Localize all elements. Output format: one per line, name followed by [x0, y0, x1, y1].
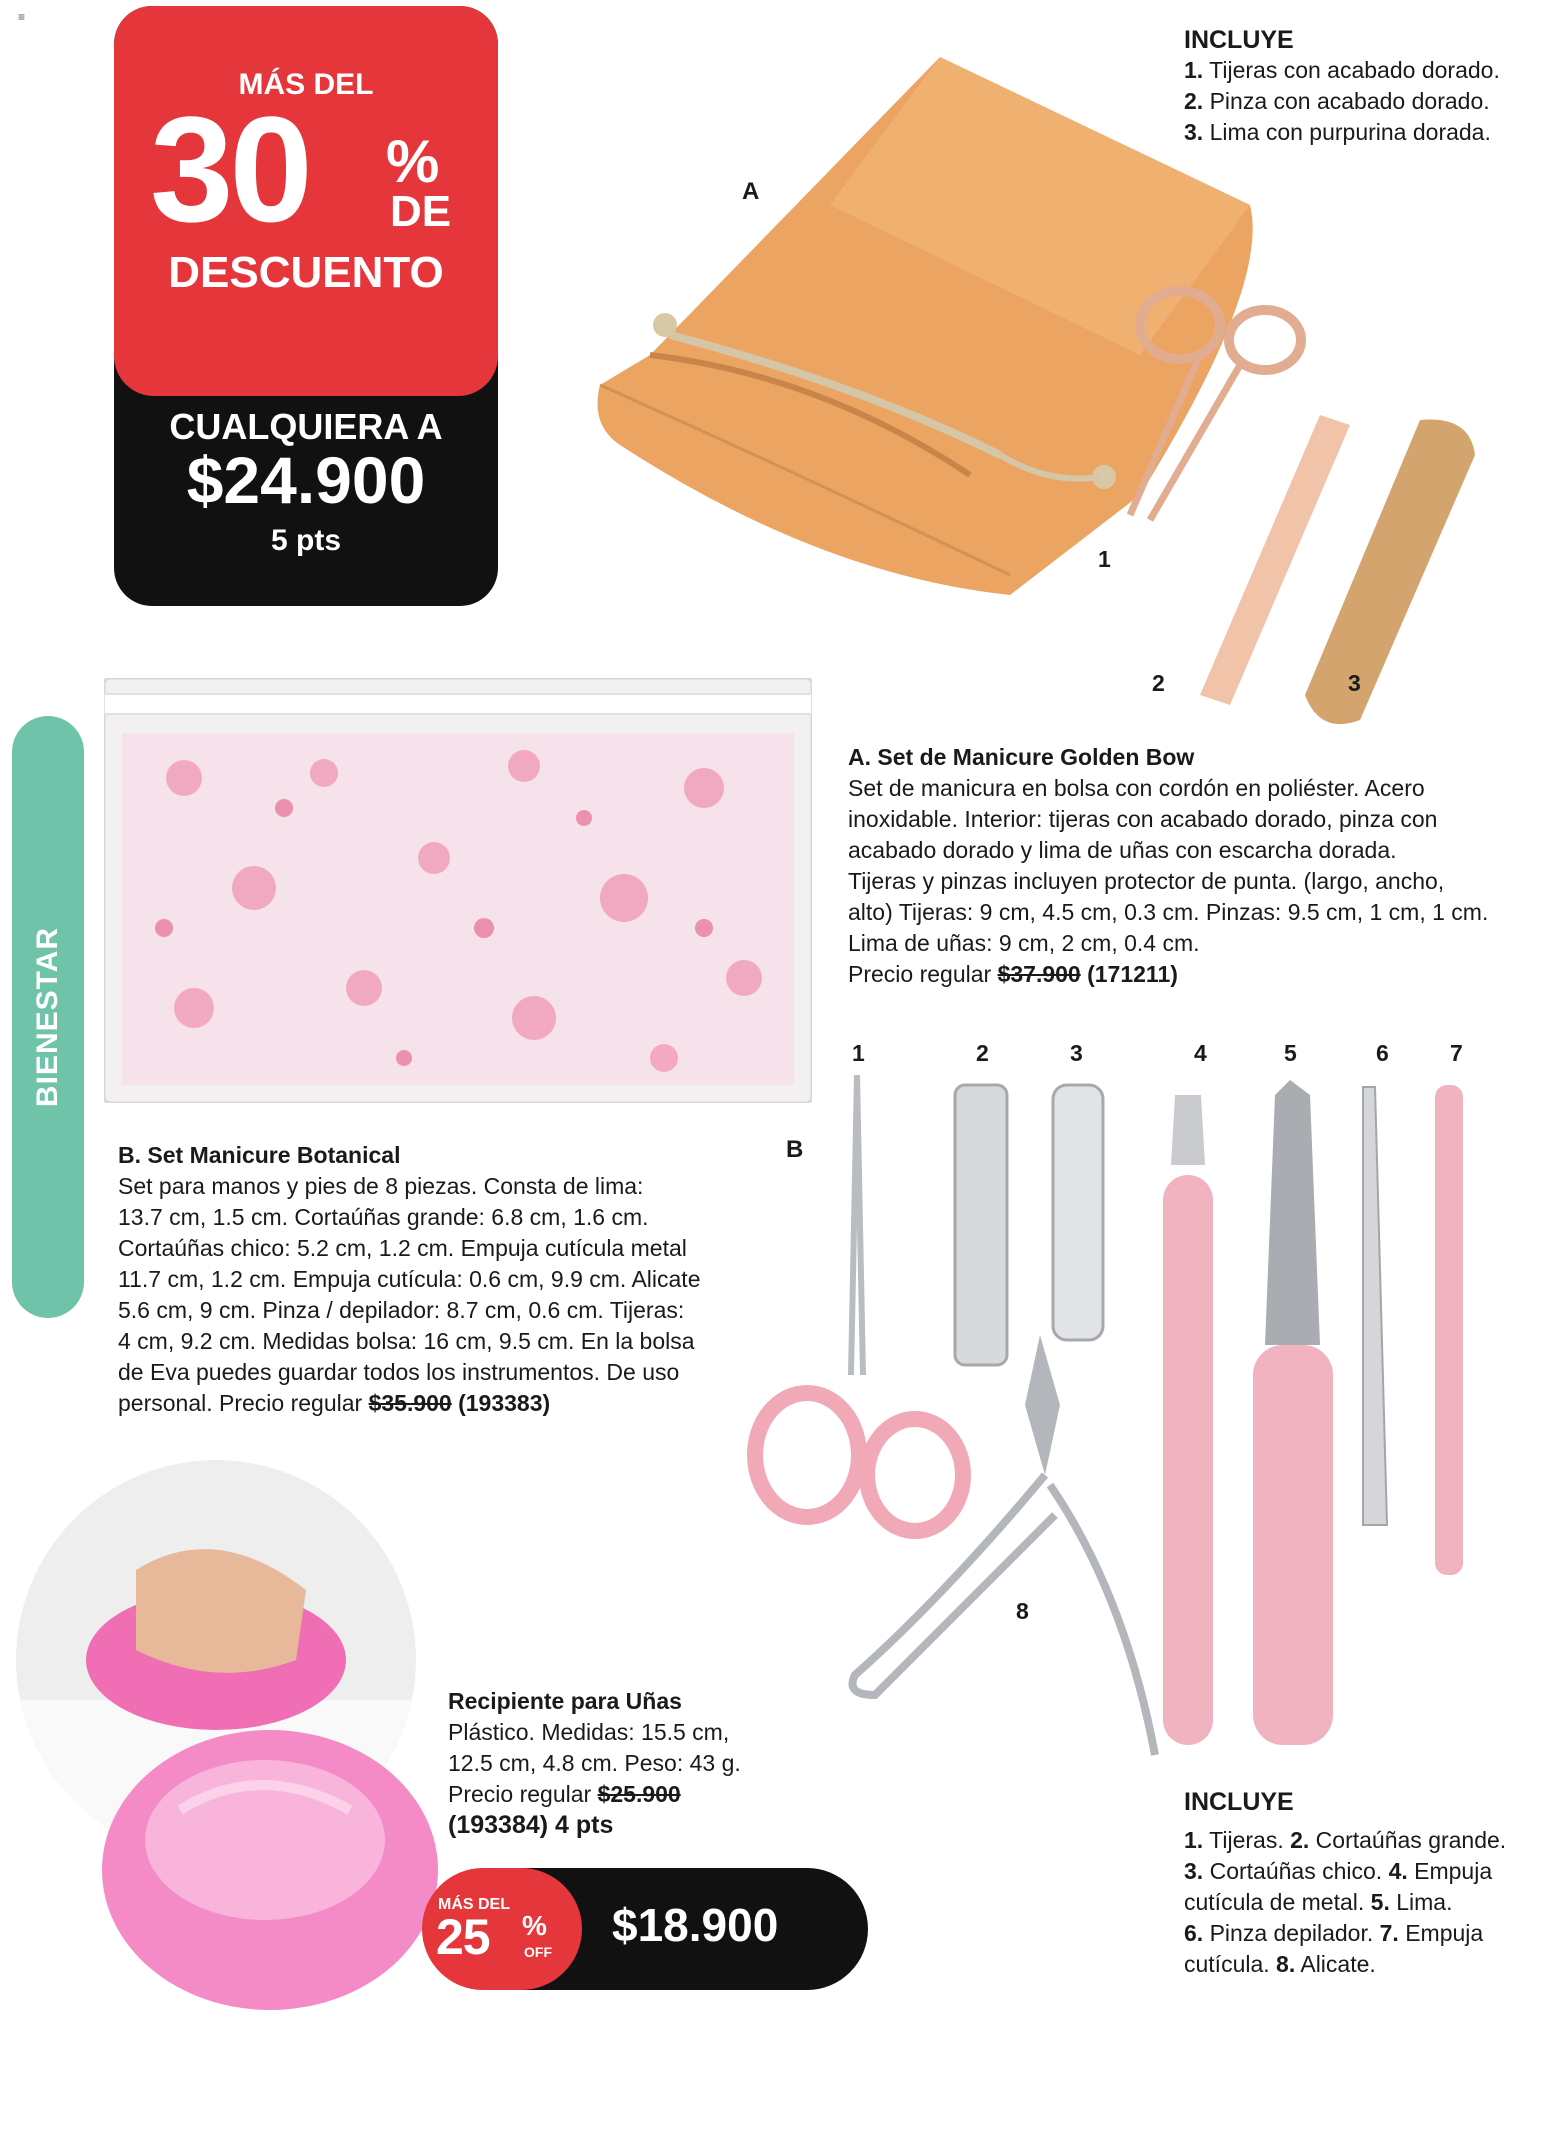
- discount-mas-del: MÁS DEL: [238, 68, 374, 101]
- label-b-3: 3: [1070, 1040, 1083, 1066]
- label-a: A: [742, 178, 760, 205]
- includes-b: [1184, 1788, 1544, 1980]
- includes-a-item: 2. Pinza con acabado dorado.: [1184, 88, 1490, 114]
- product-c-discount-badge: [422, 1868, 582, 1990]
- product-c-description: [448, 1686, 848, 1841]
- product-b-price-line: personal. Precio regular $35.900 (193383): [118, 1390, 551, 1416]
- label-a-3: 3: [1348, 670, 1361, 696]
- product-c-regular-price: $25.900: [597, 1781, 681, 1807]
- product-b-code: (193383): [451, 1390, 551, 1416]
- product-c-percent-sign: %: [522, 1910, 547, 1941]
- label-a-2: 2: [1152, 670, 1165, 696]
- product-c-price-line: Precio regular $25.900: [448, 1781, 681, 1807]
- product-b-line: 4 cm, 9.2 cm. Medidas bolsa: 16 cm, 9.5 cm. En la bolsa: [118, 1328, 695, 1354]
- includes-b-line: 1. Tijeras. 2. Cortaúñas grande.: [1184, 1827, 1507, 1853]
- includes-b-line: 6. Pinza depilador. 7. Empuja: [1184, 1920, 1484, 1946]
- category-tab: [12, 716, 84, 1318]
- label-b-8: 8: [1016, 1598, 1029, 1624]
- includes-b-line: cutícula. 8. Alicate.: [1184, 1951, 1376, 1977]
- discount-badge: [114, 6, 498, 606]
- product-b-line: 5.6 cm, 9 cm. Pinza / depilador: 8.7 cm, 0.6 cm. Tijeras:: [118, 1297, 685, 1323]
- product-b-line: de Eva puedes guardar todos los instrumentos. De uso: [118, 1359, 680, 1385]
- product-c-mas-del: MÁS DEL: [438, 1896, 510, 1913]
- product-b-title: B. Set Manicure Botanical: [118, 1142, 401, 1168]
- promo-price: $24.900: [186, 443, 426, 517]
- discount-number: 30: [150, 85, 309, 253]
- botanical-tools-image: [745, 1075, 1485, 1795]
- label-b-7: 7: [1450, 1040, 1463, 1066]
- product-b-line: 13.7 cm, 1.5 cm. Cortaúñas grande: 6.8 cm, 1.6 cm.: [118, 1204, 649, 1230]
- product-b-line: Cortaúñas chico: 5.2 cm, 1.2 cm. Empuja cutícula metal: [118, 1235, 687, 1261]
- product-a-price-line: Precio regular $37.900 (171211): [848, 961, 1178, 987]
- includes-a-title: INCLUYE: [1184, 26, 1294, 54]
- product-a-line: Tijeras y pinzas incluyen protector de punta. (largo, ancho,: [848, 868, 1445, 894]
- product-b-line: 11.7 cm, 1.2 cm. Empuja cutícula: 0.6 cm, 9.9 cm. Alicate: [118, 1266, 701, 1292]
- product-b-regular-price: $35.900: [368, 1390, 452, 1416]
- product-c-line: Plástico. Medidas: 15.5 cm,: [448, 1719, 730, 1745]
- product-c-price-badge: [432, 1868, 868, 1990]
- label-b-5: 5: [1284, 1040, 1297, 1066]
- product-b-line: Set para manos y pies de 8 piezas. Consta de lima:: [118, 1173, 644, 1199]
- label-b-4: 4: [1194, 1040, 1207, 1066]
- includes-a-item: 3. Lima con purpurina dorada.: [1184, 119, 1491, 145]
- includes-b-line: cutícula de metal. 5. Lima.: [1184, 1889, 1453, 1915]
- discount-descuento: DESCUENTO: [168, 248, 444, 297]
- promo-cualquiera: CUALQUIERA A: [169, 406, 443, 447]
- page-marker: ≡: [18, 10, 26, 24]
- product-a-code: (171211): [1080, 961, 1178, 987]
- golden-bow-tools-image: [1090, 265, 1490, 735]
- label-a-1: 1: [1098, 546, 1111, 572]
- label-b-6: 6: [1376, 1040, 1389, 1066]
- label-b-1: 1: [852, 1040, 865, 1066]
- label-b-2: 2: [976, 1040, 989, 1066]
- product-a-line: inoxidable. Interior: tijeras con acabado dorado, pinza con: [848, 806, 1438, 832]
- includes-b-title: INCLUYE: [1184, 1788, 1294, 1816]
- discount-percent-sign: %: [386, 128, 440, 195]
- includes-b-line: 3. Cortaúñas chico. 4. Empuja: [1184, 1858, 1493, 1884]
- product-a-line: Lima de uñas: 9 cm, 2 cm, 0.4 cm.: [848, 930, 1200, 956]
- product-b-description: [118, 1140, 758, 1419]
- nail-bowl-image: [100, 1720, 440, 2020]
- product-c-discount-number: 25: [436, 1909, 490, 1965]
- discount-de: DE: [390, 187, 452, 236]
- includes-a: [1184, 26, 1544, 148]
- includes-a-item: 1. Tijeras con acabado dorado.: [1184, 57, 1500, 83]
- product-a-regular-price: $37.900: [997, 961, 1081, 987]
- label-b: B: [786, 1136, 804, 1163]
- category-tab-label: BIENESTAR: [31, 926, 64, 1108]
- promo-points: 5 pts: [270, 524, 342, 557]
- product-c-price: $18.900: [612, 1899, 779, 1951]
- product-a-description: [848, 742, 1548, 990]
- product-c-code-points: (193384) 4 pts: [448, 1811, 614, 1839]
- product-c-line: 12.5 cm, 4.8 cm. Peso: 43 g.: [448, 1750, 741, 1776]
- product-a-line: alto) Tijeras: 9 cm, 4.5 cm, 0.3 cm. Pinzas: 9.5 cm, 1 cm, 1 cm.: [848, 899, 1489, 925]
- product-a-line: Set de manicura en bolsa con cordón en poliéster. Acero: [848, 775, 1425, 801]
- product-c-title: Recipiente para Uñas: [448, 1688, 682, 1714]
- product-c-off: OFF: [524, 1944, 552, 1960]
- botanical-pouch-image: [104, 678, 812, 1103]
- product-a-line: acabado dorado y lima de uñas con escarcha dorada.: [848, 837, 1397, 863]
- product-a-title: A. Set de Manicure Golden Bow: [848, 744, 1195, 770]
